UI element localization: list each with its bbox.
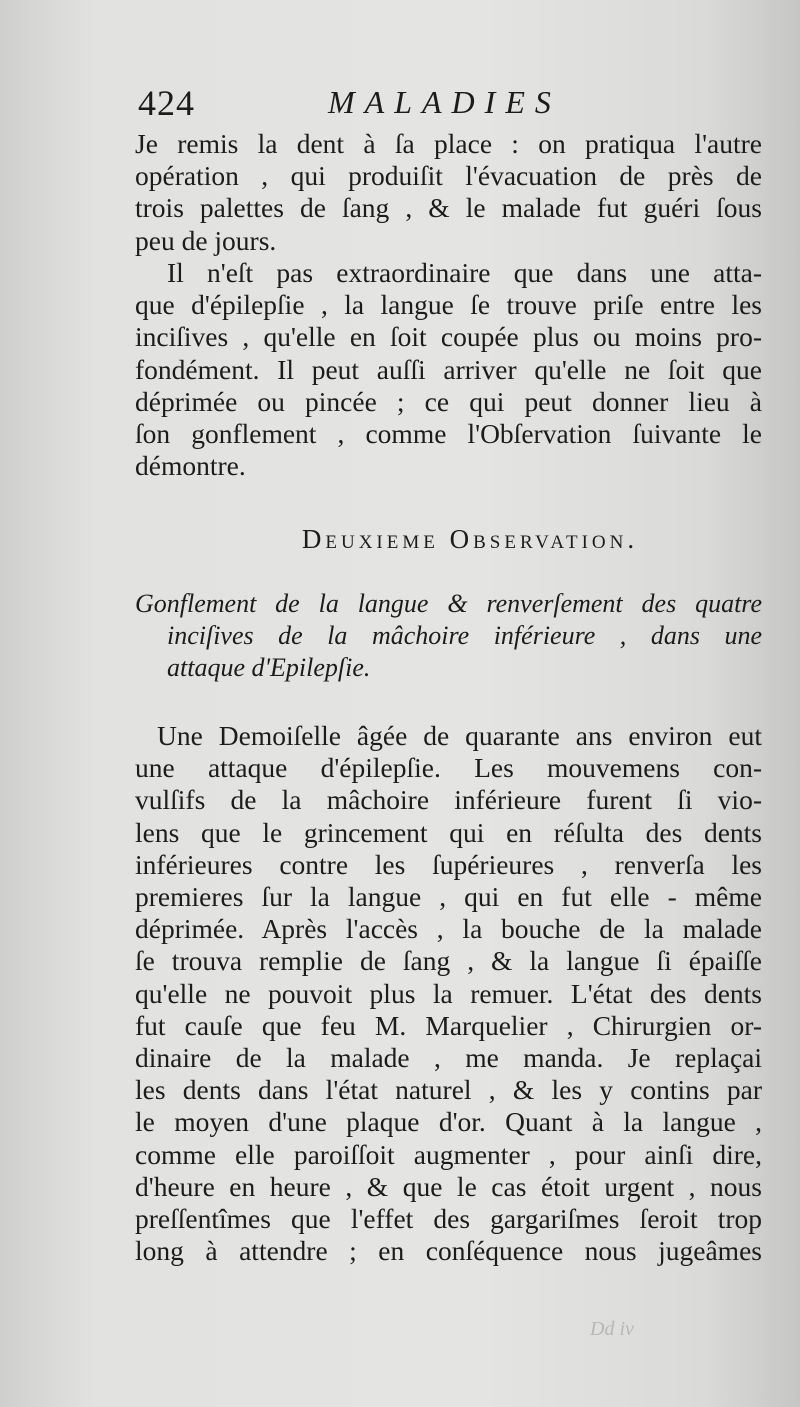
text-line: trois palettes de ſang , & le malade fut guéri ſous (135, 192, 762, 224)
text-line: une attaque d'épilepſie. Les mouvemens con- (135, 752, 762, 784)
text-line: les dents dans l'état naturel , & les y contins par (135, 1074, 762, 1106)
text-line: déprimée. Après l'accès , la bouche de la malade (135, 913, 762, 945)
text-line: opération , qui produiſit l'évacuation de près de (135, 160, 762, 192)
text-line: lens que le grincement qui en réſulta des dents (135, 816, 762, 848)
text-line: premieres ſur la langue , qui en fut elle - même (135, 881, 762, 913)
text-line: le moyen d'une plaque d'or. Quant à la langue , (135, 1106, 762, 1138)
text-line: Je remis la dent à ſa place : on pratiqua l'autre (135, 128, 762, 159)
signature-mark: Dd iv (590, 1318, 634, 1340)
text-line: ſe trouva remplie de ſang , & la langue ſi épaiſſe (135, 945, 762, 977)
paragraph-1 (135, 128, 762, 257)
text-line: Il n'eſt pas extraordinaire que dans une atta- (167, 257, 762, 288)
paragraph-3 (135, 720, 762, 1267)
text-line: vulſifs de la mâchoire inférieure furent ſi vio- (135, 784, 762, 816)
text-line: Une Demoiſelle âgée de quarante ans environ eut (157, 720, 762, 751)
text-line: preſſentîmes que l'effet des gargariſmes ſeroit trop (135, 1203, 762, 1235)
section-heading: Deuxieme Observation. (301, 524, 639, 554)
text-line: inciſives , qu'elle en ſoit coupée plus ou moins pro- (135, 321, 762, 353)
text-line: long à attendre ; en conſéquence nous jugeâmes (135, 1235, 762, 1267)
section-subtitle (135, 588, 762, 684)
text-line: peu de jours. (135, 224, 277, 256)
text-line: inférieures contre les ſupérieures , renverſa les (135, 848, 762, 880)
text-line: dinaire de la malade , me manda. Je replaçai (135, 1042, 762, 1074)
page-number: 424 (138, 83, 195, 123)
page-header (138, 82, 758, 126)
text-line: fut cauſe que feu M. Marquelier , Chirurgien or- (135, 1009, 762, 1041)
running-head: MALADIES (328, 84, 561, 120)
subtitle-line: inciſives de la mâchoire inférieure , dans une (167, 621, 762, 650)
text-line: comme elle paroiſſoit augmenter , pour ainſi dire, (135, 1138, 762, 1170)
text-line: ſon gonflement , comme l'Obſervation ſuivante le (135, 418, 762, 450)
text-line: que d'épilepſie , la langue ſe trouve priſe entre les (135, 289, 762, 321)
subtitle-line: Gonflement de la langue & renverſement des quatre (135, 589, 762, 618)
text-line: déprimée ou pincée ; ce qui peut donner lieu à (135, 385, 762, 417)
text-line: démontre. (135, 450, 246, 482)
text-line: qu'elle ne pouvoit plus la remuer. L'état des dents (135, 977, 762, 1009)
text-line: fondément. Il peut auſſi arriver qu'elle ne ſoit que (135, 353, 762, 385)
text-line: d'heure en heure , & que le cas étoit urgent , nous (135, 1170, 762, 1202)
subtitle-line: attaque d'Epilepſie. (167, 653, 371, 682)
paragraph-2 (135, 257, 762, 482)
